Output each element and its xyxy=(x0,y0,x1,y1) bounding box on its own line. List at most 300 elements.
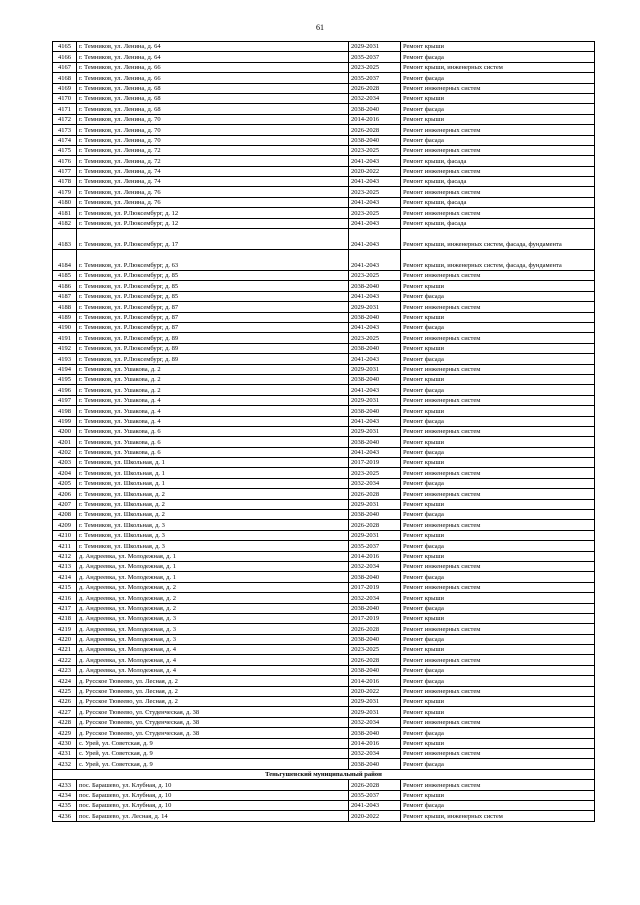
row-number: 4194 xyxy=(53,364,77,374)
address-cell: д. Русское Тювеево, ул. Студенческая, д. 38 xyxy=(77,717,349,727)
row-number: 4233 xyxy=(53,780,77,790)
work-type-cell: Ремонт инженерных систем xyxy=(401,468,595,478)
table-row xyxy=(53,395,595,405)
period-cell: 2041-2043 xyxy=(349,177,401,187)
row-number: 4179 xyxy=(53,187,77,197)
work-type-cell: Ремонт крыши xyxy=(401,551,595,561)
period-cell: 2014-2016 xyxy=(349,676,401,686)
address-cell: г. Темников, ул. Р.Люксембург, д. 85 xyxy=(77,291,349,301)
row-number: 4228 xyxy=(53,717,77,727)
row-number: 4190 xyxy=(53,322,77,332)
row-number: 4206 xyxy=(53,489,77,499)
row-number: 4222 xyxy=(53,655,77,665)
address-cell: г. Темников, ул. Школьная, д. 1 xyxy=(77,458,349,468)
row-number: 4196 xyxy=(53,385,77,395)
address-cell: г. Темников, ул. Р.Люксембург, д. 12 xyxy=(77,218,349,228)
row-number: 4224 xyxy=(53,676,77,686)
work-type-cell: Ремонт крыши, фасада xyxy=(401,197,595,207)
table-row xyxy=(53,271,595,281)
row-number: 4218 xyxy=(53,613,77,623)
row-number: 4200 xyxy=(53,426,77,436)
work-type-cell: Ремонт крыши xyxy=(401,593,595,603)
table-row xyxy=(53,218,595,228)
work-type-cell: Ремонт крыши xyxy=(401,645,595,655)
table-row xyxy=(53,156,595,166)
address-cell: д. Андреевка, ул. Молодежная, д. 2 xyxy=(77,582,349,592)
period-cell: 2029-2031 xyxy=(349,302,401,312)
row-number: 4189 xyxy=(53,312,77,322)
period-cell: 2041-2043 xyxy=(349,218,401,228)
work-type-cell: Ремонт инженерных систем xyxy=(401,271,595,281)
address-cell: г. Темников, ул. Ушакова, д. 4 xyxy=(77,406,349,416)
period-cell: 2038-2040 xyxy=(349,665,401,675)
work-type-cell: Ремонт крыши xyxy=(401,93,595,103)
row-number: 4210 xyxy=(53,530,77,540)
work-type-cell: Ремонт крыши xyxy=(401,697,595,707)
table-row xyxy=(53,73,595,83)
work-type-cell: Ремонт фасада xyxy=(401,73,595,83)
address-cell: пос. Барашево, ул. Клубная, д. 10 xyxy=(77,780,349,790)
row-number: 4186 xyxy=(53,281,77,291)
work-type-cell: Ремонт крыши, фасада xyxy=(401,177,595,187)
row-number: 4177 xyxy=(53,166,77,176)
address-cell: г. Темников, ул. Р.Люксембург, д. 89 xyxy=(77,343,349,353)
period-cell: 2035-2037 xyxy=(349,541,401,551)
work-type-cell: Ремонт крыши xyxy=(401,613,595,623)
row-number: 4165 xyxy=(53,42,77,52)
address-cell: г. Темников, ул. Ушакова, д. 4 xyxy=(77,395,349,405)
row-number: 4195 xyxy=(53,374,77,384)
work-type-cell: Ремонт инженерных систем xyxy=(401,655,595,665)
work-type-cell: Ремонт крыши, инженерных систем, фасада, фундамента xyxy=(401,250,595,271)
address-cell: г. Темников, ул. Ленина, д. 64 xyxy=(77,42,349,52)
address-cell: с. Урей, ул. Советская, д. 9 xyxy=(77,738,349,748)
work-type-cell: Ремонт фасада xyxy=(401,541,595,551)
work-type-cell: Ремонт крыши, инженерных систем xyxy=(401,62,595,72)
period-cell: 2029-2031 xyxy=(349,499,401,509)
period-cell: 2041-2043 xyxy=(349,291,401,301)
row-number: 4171 xyxy=(53,104,77,114)
row-number: 4178 xyxy=(53,177,77,187)
address-cell: г. Темников, ул. Школьная, д. 2 xyxy=(77,499,349,509)
address-cell: г. Темников, ул. Ленина, д. 66 xyxy=(77,62,349,72)
address-cell: г. Темников, ул. Ушакова, д. 4 xyxy=(77,416,349,426)
period-cell: 2038-2040 xyxy=(349,603,401,613)
row-number: 4201 xyxy=(53,437,77,447)
table-row xyxy=(53,489,595,499)
address-cell: д. Андреевка, ул. Молодежная, д. 1 xyxy=(77,572,349,582)
work-type-cell: Ремонт инженерных систем xyxy=(401,187,595,197)
table-row xyxy=(53,322,595,332)
row-number: 4187 xyxy=(53,291,77,301)
row-number: 4212 xyxy=(53,551,77,561)
period-cell: 2026-2028 xyxy=(349,655,401,665)
table-row xyxy=(53,707,595,717)
address-cell: г. Темников, ул. Ушакова, д. 6 xyxy=(77,426,349,436)
table-row xyxy=(53,530,595,540)
work-type-cell: Ремонт фасада xyxy=(401,291,595,301)
period-cell: 2035-2037 xyxy=(349,52,401,62)
table-row xyxy=(53,561,595,571)
address-cell: г. Темников, ул. Ленина, д. 76 xyxy=(77,187,349,197)
row-number: 4166 xyxy=(53,52,77,62)
period-cell: 2038-2040 xyxy=(349,374,401,384)
work-type-cell: Ремонт инженерных систем xyxy=(401,208,595,218)
address-cell: д. Андреевка, ул. Молодежная, д. 3 xyxy=(77,613,349,623)
period-cell: 2038-2040 xyxy=(349,104,401,114)
period-cell: 2041-2043 xyxy=(349,385,401,395)
period-cell: 2029-2031 xyxy=(349,364,401,374)
table-row xyxy=(53,208,595,218)
work-type-cell: Ремонт инженерных систем xyxy=(401,166,595,176)
period-cell: 2038-2040 xyxy=(349,634,401,644)
row-number: 4191 xyxy=(53,333,77,343)
period-cell: 2032-2034 xyxy=(349,717,401,727)
work-type-cell: Ремонт фасада xyxy=(401,52,595,62)
work-type-cell: Ремонт инженерных систем xyxy=(401,125,595,135)
work-type-cell: Ремонт фасада xyxy=(401,759,595,769)
work-type-cell: Ремонт фасада xyxy=(401,572,595,582)
table-row xyxy=(53,447,595,457)
table-row xyxy=(53,613,595,623)
period-cell: 2029-2031 xyxy=(349,707,401,717)
period-cell: 2038-2040 xyxy=(349,728,401,738)
table-row xyxy=(53,437,595,447)
period-cell: 2023-2025 xyxy=(349,271,401,281)
period-cell: 2023-2025 xyxy=(349,187,401,197)
table-row xyxy=(53,582,595,592)
work-type-cell: Ремонт крыши, инженерных систем, фасада, фундамента xyxy=(401,229,595,250)
row-number: 4172 xyxy=(53,114,77,124)
rows-before xyxy=(53,42,595,229)
table-row xyxy=(53,572,595,582)
row-number: 4230 xyxy=(53,738,77,748)
table-row xyxy=(53,177,595,187)
table-row xyxy=(53,728,595,738)
work-type-cell: Ремонт фасада xyxy=(401,510,595,520)
row-number: 4214 xyxy=(53,572,77,582)
period-cell: 2038-2040 xyxy=(349,343,401,353)
row-number: 4213 xyxy=(53,561,77,571)
period-cell: 2023-2025 xyxy=(349,208,401,218)
table-row xyxy=(53,145,595,155)
work-type-cell: Ремонт инженерных систем xyxy=(401,395,595,405)
period-cell: 2014-2016 xyxy=(349,114,401,124)
work-type-cell: Ремонт инженерных систем xyxy=(401,520,595,530)
row-number: 4199 xyxy=(53,416,77,426)
table-row xyxy=(53,416,595,426)
period-cell: 2038-2040 xyxy=(349,406,401,416)
table-row xyxy=(53,364,595,374)
period-cell: 2020-2022 xyxy=(349,811,401,821)
row-number: 4181 xyxy=(53,208,77,218)
period-cell: 2017-2019 xyxy=(349,613,401,623)
address-cell: пос. Барашево, ул. Лесная, д. 14 xyxy=(77,811,349,821)
address-cell: г. Темников, ул. Школьная, д. 2 xyxy=(77,510,349,520)
work-type-cell: Ремонт фасада xyxy=(401,800,595,810)
table-row xyxy=(53,811,595,821)
table-row xyxy=(53,114,595,124)
period-cell: 2026-2028 xyxy=(349,780,401,790)
work-type-cell: Ремонт крыши xyxy=(401,343,595,353)
row-number: 4197 xyxy=(53,395,77,405)
address-cell: д. Андреевка, ул. Молодежная, д. 4 xyxy=(77,655,349,665)
table-row xyxy=(53,510,595,520)
period-cell: 2029-2031 xyxy=(349,697,401,707)
row-number: 4174 xyxy=(53,135,77,145)
table-row xyxy=(53,406,595,416)
work-type-cell: Ремонт инженерных систем xyxy=(401,561,595,571)
work-type-cell: Ремонт фасада xyxy=(401,322,595,332)
address-cell: д. Андреевка, ул. Молодежная, д. 1 xyxy=(77,561,349,571)
row-number: 4216 xyxy=(53,593,77,603)
table-row xyxy=(53,665,595,675)
row-number: 4208 xyxy=(53,510,77,520)
row-number: 4209 xyxy=(53,520,77,530)
address-cell: г. Темников, ул. Ленина, д. 72 xyxy=(77,145,349,155)
table-row xyxy=(53,541,595,551)
work-type-cell: Ремонт крыши xyxy=(401,437,595,447)
table-row xyxy=(53,499,595,509)
rows-tall xyxy=(53,229,595,271)
row-number: 4205 xyxy=(53,478,77,488)
address-cell: г. Темников, ул. Ленина, д. 68 xyxy=(77,104,349,114)
row-number: 4188 xyxy=(53,302,77,312)
period-cell: 2041-2043 xyxy=(349,416,401,426)
work-type-cell: Ремонт крыши xyxy=(401,738,595,748)
address-cell: г. Темников, ул. Р.Люксембург, д. 63 xyxy=(77,250,349,271)
period-cell: 2038-2040 xyxy=(349,510,401,520)
row-number: 4221 xyxy=(53,645,77,655)
address-cell: г. Темников, ул. Р.Люксембург, д. 17 xyxy=(77,229,349,250)
table-row xyxy=(53,551,595,561)
period-cell: 2017-2019 xyxy=(349,458,401,468)
address-cell: г. Темников, ул. Школьная, д. 3 xyxy=(77,520,349,530)
address-cell: г. Темников, ул. Р.Люксембург, д. 87 xyxy=(77,302,349,312)
address-cell: г. Темников, ул. Школьная, д. 1 xyxy=(77,468,349,478)
address-cell: д. Русское Тювеево, ул. Лесная, д. 2 xyxy=(77,676,349,686)
row-number: 4173 xyxy=(53,125,77,135)
address-cell: г. Темников, ул. Ленина, д. 70 xyxy=(77,125,349,135)
table-row xyxy=(53,645,595,655)
work-type-cell: Ремонт инженерных систем xyxy=(401,624,595,634)
row-number: 4184 xyxy=(53,250,77,271)
period-cell: 2038-2040 xyxy=(349,437,401,447)
row-number: 4175 xyxy=(53,145,77,155)
period-cell: 2035-2037 xyxy=(349,73,401,83)
address-cell: г. Темников, ул. Ленина, д. 70 xyxy=(77,135,349,145)
address-cell: г. Темников, ул. Ленина, д. 72 xyxy=(77,156,349,166)
rows-end xyxy=(53,780,595,822)
table-row xyxy=(53,686,595,696)
period-cell: 2023-2025 xyxy=(349,333,401,343)
table-row xyxy=(53,52,595,62)
address-cell: д. Русское Тювеево, ул. Студенческая, д. 38 xyxy=(77,707,349,717)
work-type-cell: Ремонт инженерных систем xyxy=(401,145,595,155)
work-type-cell: Ремонт фасада xyxy=(401,385,595,395)
table-row xyxy=(53,478,595,488)
row-number: 4211 xyxy=(53,541,77,551)
row-number: 4219 xyxy=(53,624,77,634)
row-number: 4229 xyxy=(53,728,77,738)
work-type-cell: Ремонт фасада xyxy=(401,104,595,114)
section-header-row xyxy=(53,769,595,779)
work-type-cell: Ремонт фасада xyxy=(401,634,595,644)
work-type-cell: Ремонт инженерных систем xyxy=(401,686,595,696)
period-cell: 2029-2031 xyxy=(349,530,401,540)
section-header: Теньгушевский муниципальный район xyxy=(53,769,595,779)
work-type-cell: Ремонт инженерных систем xyxy=(401,426,595,436)
row-number: 4217 xyxy=(53,603,77,613)
work-type-cell: Ремонт фасада xyxy=(401,665,595,675)
row-number: 4203 xyxy=(53,458,77,468)
row-number: 4235 xyxy=(53,800,77,810)
table-row xyxy=(53,62,595,72)
period-cell: 2017-2019 xyxy=(349,582,401,592)
row-number: 4232 xyxy=(53,759,77,769)
work-type-cell: Ремонт фасада xyxy=(401,728,595,738)
work-type-cell: Ремонт крыши xyxy=(401,374,595,384)
table-row xyxy=(53,697,595,707)
address-cell: г. Темников, ул. Школьная, д. 2 xyxy=(77,489,349,499)
period-cell: 2026-2028 xyxy=(349,489,401,499)
period-cell: 2032-2034 xyxy=(349,93,401,103)
table-row xyxy=(53,42,595,52)
period-cell: 2032-2034 xyxy=(349,593,401,603)
work-type-cell: Ремонт фасада xyxy=(401,447,595,457)
period-cell: 2041-2043 xyxy=(349,354,401,364)
period-cell: 2041-2043 xyxy=(349,800,401,810)
table-row xyxy=(53,281,595,291)
address-cell: г. Темников, ул. Р.Люксембург, д. 89 xyxy=(77,333,349,343)
address-cell: д. Андреевка, ул. Молодежная, д. 4 xyxy=(77,665,349,675)
table-row xyxy=(53,312,595,322)
address-cell: д. Русское Тювеево, ул. Лесная, д. 2 xyxy=(77,697,349,707)
table-row xyxy=(53,468,595,478)
table-row xyxy=(53,624,595,634)
period-cell: 2023-2025 xyxy=(349,645,401,655)
address-cell: г. Темников, ул. Ленина, д. 76 xyxy=(77,197,349,207)
period-cell: 2014-2016 xyxy=(349,551,401,561)
work-type-cell: Ремонт крыши xyxy=(401,790,595,800)
address-cell: г. Темников, ул. Р.Люксембург, д. 85 xyxy=(77,271,349,281)
work-type-cell: Ремонт инженерных систем xyxy=(401,582,595,592)
row-number: 4236 xyxy=(53,811,77,821)
work-type-cell: Ремонт крыши xyxy=(401,281,595,291)
address-cell: д. Андреевка, ул. Молодежная, д. 1 xyxy=(77,551,349,561)
table-row xyxy=(53,250,595,271)
table-row xyxy=(53,166,595,176)
address-cell: г. Темников, ул. Ленина, д. 68 xyxy=(77,93,349,103)
address-cell: д. Андреевка, ул. Молодежная, д. 4 xyxy=(77,645,349,655)
address-cell: г. Темников, ул. Р.Люксембург, д. 85 xyxy=(77,281,349,291)
address-cell: д. Русское Тювеево, ул. Студенческая, д. 38 xyxy=(77,728,349,738)
table-row xyxy=(53,343,595,353)
period-cell: 2041-2043 xyxy=(349,229,401,250)
row-number: 4192 xyxy=(53,343,77,353)
address-cell: г. Темников, ул. Школьная, д. 3 xyxy=(77,530,349,540)
work-type-cell: Ремонт инженерных систем xyxy=(401,780,595,790)
table-row xyxy=(53,104,595,114)
period-cell: 2020-2022 xyxy=(349,686,401,696)
row-number: 4198 xyxy=(53,406,77,416)
address-cell: г. Темников, ул. Р.Люксембург, д. 87 xyxy=(77,322,349,332)
period-cell: 2026-2028 xyxy=(349,125,401,135)
period-cell: 2029-2031 xyxy=(349,426,401,436)
table-row xyxy=(53,717,595,727)
work-type-cell: Ремонт инженерных систем xyxy=(401,749,595,759)
work-type-cell: Ремонт крыши xyxy=(401,458,595,468)
period-cell: 2023-2025 xyxy=(349,145,401,155)
work-type-cell: Ремонт инженерных систем xyxy=(401,489,595,499)
row-number: 4220 xyxy=(53,634,77,644)
table-row xyxy=(53,125,595,135)
table-row xyxy=(53,738,595,748)
table-row xyxy=(53,229,595,250)
period-cell: 2029-2031 xyxy=(349,395,401,405)
work-type-cell: Ремонт фасада xyxy=(401,478,595,488)
row-number: 4227 xyxy=(53,707,77,717)
table-row xyxy=(53,302,595,312)
work-type-cell: Ремонт фасада xyxy=(401,416,595,426)
table-row xyxy=(53,780,595,790)
address-cell: д. Андреевка, ул. Молодежная, д. 3 xyxy=(77,634,349,644)
repair-schedule-table xyxy=(52,41,595,822)
period-cell: 2023-2025 xyxy=(349,62,401,72)
work-type-cell: Ремонт инженерных систем xyxy=(401,717,595,727)
period-cell: 2026-2028 xyxy=(349,520,401,530)
period-cell: 2041-2043 xyxy=(349,322,401,332)
table-row xyxy=(53,197,595,207)
table-row xyxy=(53,790,595,800)
period-cell: 2032-2034 xyxy=(349,749,401,759)
period-cell: 2041-2043 xyxy=(349,447,401,457)
period-cell: 2014-2016 xyxy=(349,738,401,748)
address-cell: г. Темников, ул. Ушакова, д. 2 xyxy=(77,374,349,384)
work-type-cell: Ремонт крыши xyxy=(401,530,595,540)
row-number: 4215 xyxy=(53,582,77,592)
address-cell: г. Темников, ул. Ушакова, д. 2 xyxy=(77,385,349,395)
row-number: 4185 xyxy=(53,271,77,281)
row-number: 4169 xyxy=(53,83,77,93)
work-type-cell: Ремонт крыши xyxy=(401,114,595,124)
table-row xyxy=(53,333,595,343)
table-row xyxy=(53,520,595,530)
row-number: 4180 xyxy=(53,197,77,207)
work-type-cell: Ремонт фасада xyxy=(401,135,595,145)
address-cell: г. Темников, ул. Ленина, д. 66 xyxy=(77,73,349,83)
work-type-cell: Ремонт инженерных систем xyxy=(401,364,595,374)
address-cell: г. Темников, ул. Ушакова, д. 6 xyxy=(77,447,349,457)
table-row xyxy=(53,634,595,644)
period-cell: 2038-2040 xyxy=(349,572,401,582)
period-cell: 2032-2034 xyxy=(349,561,401,571)
work-type-cell: Ремонт крыши, фасада xyxy=(401,218,595,228)
address-cell: г. Темников, ул. Ленина, д. 68 xyxy=(77,83,349,93)
address-cell: г. Темников, ул. Р.Люксембург, д. 89 xyxy=(77,354,349,364)
table-row xyxy=(53,374,595,384)
work-type-cell: Ремонт крыши xyxy=(401,707,595,717)
row-number: 4193 xyxy=(53,354,77,364)
table-row xyxy=(53,676,595,686)
address-cell: г. Темников, ул. Ленина, д. 74 xyxy=(77,177,349,187)
period-cell: 2038-2040 xyxy=(349,312,401,322)
address-cell: д. Андреевка, ул. Молодежная, д. 3 xyxy=(77,624,349,634)
address-cell: г. Темников, ул. Ушакова, д. 6 xyxy=(77,437,349,447)
address-cell: г. Темников, ул. Школьная, д. 3 xyxy=(77,541,349,551)
work-type-cell: Ремонт инженерных систем xyxy=(401,333,595,343)
page-number: 61 xyxy=(316,23,324,32)
